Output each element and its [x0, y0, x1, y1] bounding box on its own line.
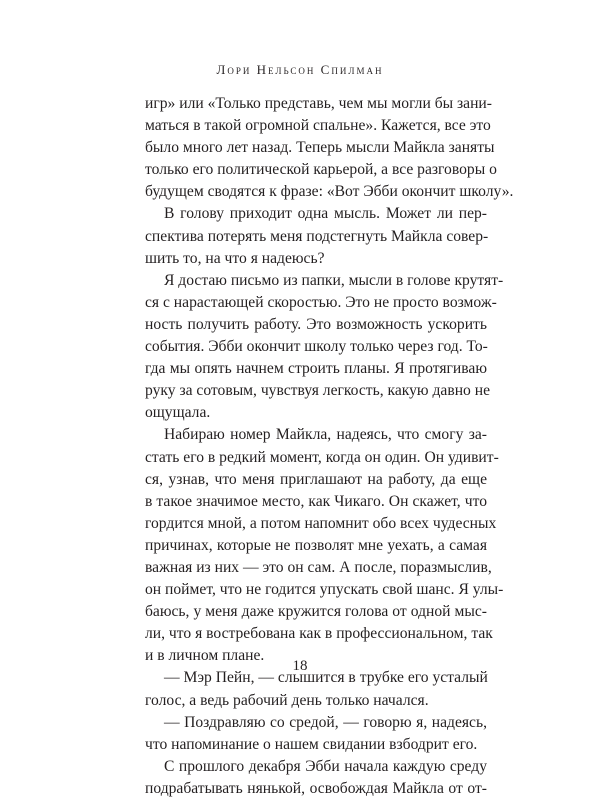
- text-line: Набираю номер Майкла, надеясь, что смогу за-: [164, 426, 487, 444]
- text-line: Я достаю письмо из папки, мысли в голове крутят-: [164, 271, 504, 289]
- text-line: ли, что я востребована как в профессиональном, так: [145, 625, 493, 643]
- text-line: голос, а ведь рабочий день только начался.: [145, 691, 429, 709]
- text-line: события. Эбби окончит школу только через год. То-: [145, 338, 488, 356]
- text-line: и в личном плане.: [145, 647, 265, 665]
- running-head: Лори Нельсон Спилман: [216, 62, 384, 77]
- text-line: шить то, на что я надеюсь?: [145, 249, 325, 267]
- text-line: стать его в редкий момент, когда он один. Он удивит-: [145, 448, 499, 466]
- text-line: руку за сотовым, чувствуя легкость, какую давно не: [145, 382, 490, 400]
- text-line: в такое значимое место, как Чикаго. Он скажет, что: [145, 492, 487, 510]
- text-line: подрабатывать нянькой, освобождая Майкла от от-: [145, 779, 487, 797]
- text-line: В голову приходит одна мысль. Может ли пер-: [164, 205, 487, 223]
- text-line: гда мы опять начнем строить планы. Я протягиваю: [145, 360, 487, 378]
- text-line: маться в такой огромной спальне». Кажется, все это: [145, 117, 491, 135]
- text-line: ся, узнав, что меня приглашают на работу, да еще: [145, 470, 487, 488]
- body-text: [145, 93, 514, 800]
- text-line: он поймет, что не годится упускать свой шанс. Я улы-: [145, 581, 504, 599]
- text-line: только его политической карьерой, а все разговоры о: [145, 161, 497, 179]
- text-line: — Мэр Пейн, — слышится в трубке его усталый: [164, 669, 488, 687]
- text-line: игр» или «Только представь, чем мы могли бы зани-: [145, 95, 492, 112]
- text-line: баюсь, у меня даже кружится голова от одной мыс-: [145, 603, 487, 621]
- text-line: было много лет назад. Теперь мысли Майкла заняты: [145, 139, 495, 157]
- text-line: спектива потерять меня подстегнуть Майкла совер-: [145, 227, 489, 245]
- text-line: ся с нарастающей скоростью. Это не просто возмож-: [145, 293, 497, 311]
- text-line: важная из них — это он сам. А после, поразмыслив,: [145, 558, 492, 576]
- page-number: 18: [292, 658, 308, 674]
- text-line: будущем сводятся к фразе: «Вот Эбби окончит школу».: [145, 183, 514, 201]
- text-line: гордится мной, а потом напомнит обо всех чудесных: [145, 514, 497, 532]
- text-line: ность получить работу. Это возможность ускорить: [145, 315, 487, 333]
- text-line: С прошлого декабря Эбби начала каждую среду: [164, 757, 487, 775]
- text-line: — Поздравляю со средой, — говорю я, надеясь,: [164, 713, 487, 731]
- text-line: причинах, которые не позволят мне уехать, а самая: [145, 536, 487, 554]
- text-line: что напоминание о нашем свидании взбодрит его.: [145, 735, 478, 753]
- text-line: ощущала.: [145, 404, 211, 422]
